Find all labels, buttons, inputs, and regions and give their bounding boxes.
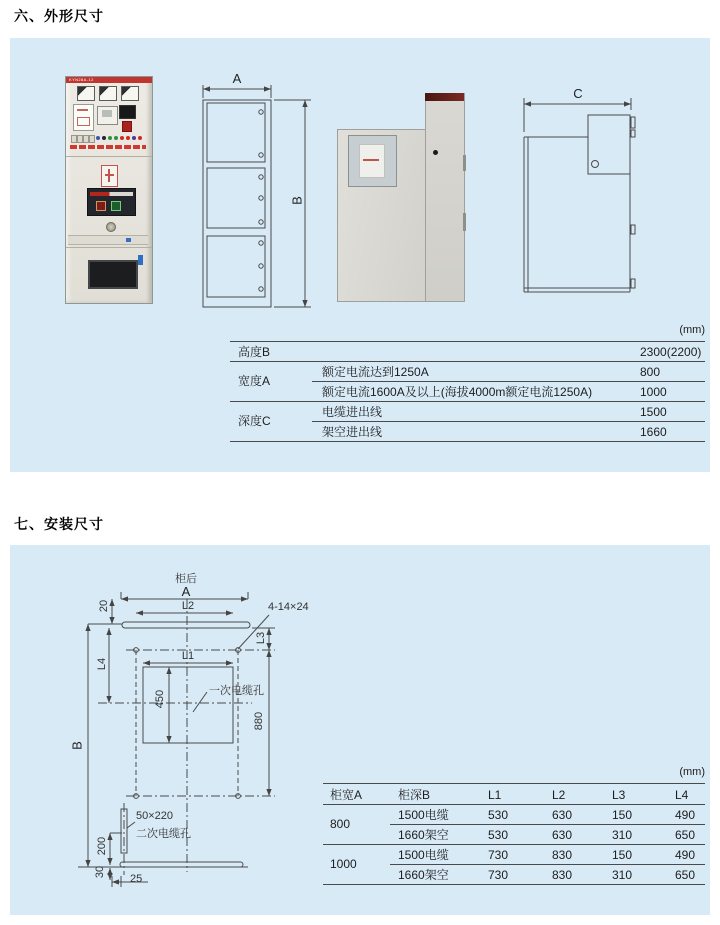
- meter-2: [99, 86, 117, 101]
- col-header: 柜宽A: [330, 788, 363, 802]
- row-condition: 额定电流达到1250A: [322, 365, 429, 379]
- dim-label-B: B: [289, 196, 305, 205]
- side-view-drawing: [505, 80, 650, 305]
- row-item: 深度C: [238, 414, 271, 428]
- dim-label-880: 880: [253, 711, 265, 731]
- lower-label-strip: [68, 235, 148, 245]
- dim-label-25: 25: [130, 873, 143, 885]
- cell-depth: 1660架空: [398, 828, 449, 842]
- dim-label-450: 450: [154, 689, 166, 709]
- table-rule: [312, 421, 705, 422]
- table-rule: [323, 844, 705, 845]
- close-button: [111, 201, 121, 211]
- table-rule: [390, 864, 705, 865]
- row-value: 1000: [640, 385, 667, 399]
- cell-depth: 1500电缆: [398, 848, 449, 862]
- side-handle: [138, 255, 143, 265]
- cell-l3: 150: [612, 808, 633, 822]
- indicator-lamp: [120, 136, 124, 140]
- door-knob: [106, 222, 116, 232]
- pushbutton-device: [122, 121, 132, 132]
- table-rule: [323, 884, 705, 885]
- indicator-lamp: [108, 136, 112, 140]
- dim-label-L3: L3: [255, 631, 267, 645]
- table-rule: [323, 804, 705, 805]
- col-header: L1: [488, 788, 502, 802]
- row-item: 宽度A: [238, 374, 271, 388]
- table-rule: [323, 783, 705, 784]
- table-rule: [230, 361, 705, 362]
- dim-label-30: 30: [94, 865, 106, 879]
- indicator-lamp: [138, 136, 142, 140]
- cell-l3: 150: [612, 848, 633, 862]
- table-rule: [230, 401, 705, 402]
- cell-l1: 530: [488, 808, 509, 822]
- group-width: 800: [330, 817, 351, 831]
- dim-label-A: A: [181, 584, 191, 599]
- meter-1: [77, 86, 95, 101]
- side-panel-top-strip: [425, 93, 464, 101]
- indicator-lamp: [96, 136, 100, 140]
- cabinet-top-band: [66, 77, 152, 83]
- table-rule: [230, 441, 705, 442]
- mechanism-window: [348, 135, 397, 187]
- control-unit: [97, 106, 118, 125]
- section6-title: 六、外形尺寸: [14, 8, 104, 24]
- cell-depth: 1500电缆: [398, 808, 449, 822]
- row-condition: 架空进出线: [322, 425, 383, 439]
- col-header: L2: [552, 788, 566, 802]
- label-strip: [70, 145, 146, 149]
- cell-l2: 630: [552, 808, 573, 822]
- table-rule: [312, 381, 705, 382]
- cell-l3: 310: [612, 868, 633, 882]
- row-condition: 额定电流1600A及以上(海拔4000m额定电流1250A): [322, 385, 593, 399]
- row-condition: 电缆进出线: [322, 405, 383, 419]
- indicator-lamp: [126, 136, 130, 140]
- dim-label-L2: L2: [181, 600, 195, 612]
- hole: [433, 150, 438, 155]
- side-panel-upper-column: [425, 93, 465, 302]
- cell-l4: 490: [675, 808, 696, 822]
- indicator-lamp: [102, 136, 106, 140]
- dim-label-L4: L4: [96, 657, 108, 671]
- secondary-hole-size: 50×220: [136, 810, 174, 822]
- group-width: 1000: [330, 857, 357, 871]
- lower-vent-window: [88, 260, 138, 289]
- secondary-hole-label: 二次电缆孔: [136, 828, 191, 840]
- primary-hole-label: 一次电缆孔: [209, 685, 264, 697]
- door-seam: [66, 156, 152, 157]
- unit-label: (mm): [679, 324, 705, 336]
- row-value: 2300(2200): [640, 345, 702, 359]
- open-button: [96, 201, 106, 211]
- table-rule: [230, 341, 705, 342]
- side-outline: [524, 98, 635, 292]
- dim-label-200: 200: [96, 836, 108, 856]
- indicator-lamp: [114, 136, 118, 140]
- mimic-diagram-card: [73, 104, 94, 131]
- dim-label-C: C: [573, 86, 583, 101]
- side-panel-photo: [336, 93, 466, 302]
- row-value: 1500: [640, 405, 667, 419]
- hole-spec-label: 4-14×24: [268, 601, 309, 613]
- edge-hinge: [463, 155, 466, 171]
- indicator-lamp: [132, 136, 136, 140]
- col-header: L4: [675, 788, 689, 802]
- col-header: 柜深B: [398, 788, 431, 802]
- cell-l2: 630: [552, 828, 573, 842]
- fuse-tab: [89, 135, 95, 143]
- cell-l3: 310: [612, 828, 633, 842]
- breaker-panel: [87, 188, 136, 216]
- cabinet-nameplate: KYN28A-12: [69, 77, 94, 83]
- dim-label-L1: L1: [181, 650, 195, 662]
- dim-label-A: A: [232, 71, 242, 86]
- cell-l1: 730: [488, 848, 509, 862]
- section7-title: 七、安装尺寸: [14, 516, 104, 532]
- mechanism: [359, 144, 385, 178]
- unit-label: (mm): [679, 766, 705, 778]
- cell-l4: 650: [675, 828, 696, 842]
- col-header: L3: [612, 788, 626, 802]
- cell-depth: 1660架空: [398, 868, 449, 882]
- dim-label-20: 20: [98, 599, 110, 613]
- edge-hinge: [463, 213, 466, 231]
- cell-l2: 830: [552, 868, 573, 882]
- cell-l4: 650: [675, 868, 696, 882]
- circuit-sticker: [101, 165, 118, 187]
- row-value: 1660: [640, 425, 667, 439]
- table-rule: [390, 824, 705, 825]
- cell-l1: 530: [488, 828, 509, 842]
- display-window: [119, 105, 136, 119]
- cell-l1: 730: [488, 868, 509, 882]
- cell-l4: 490: [675, 848, 696, 862]
- cell-l2: 830: [552, 848, 573, 862]
- cabinet-front-photo: [65, 76, 153, 304]
- dim-label-B: B: [69, 741, 85, 750]
- row-item: 高度B: [238, 345, 271, 359]
- meter-3: [121, 86, 139, 101]
- door-seam: [66, 247, 152, 248]
- row-value: 800: [640, 365, 661, 379]
- rear-label: 柜后: [175, 573, 197, 585]
